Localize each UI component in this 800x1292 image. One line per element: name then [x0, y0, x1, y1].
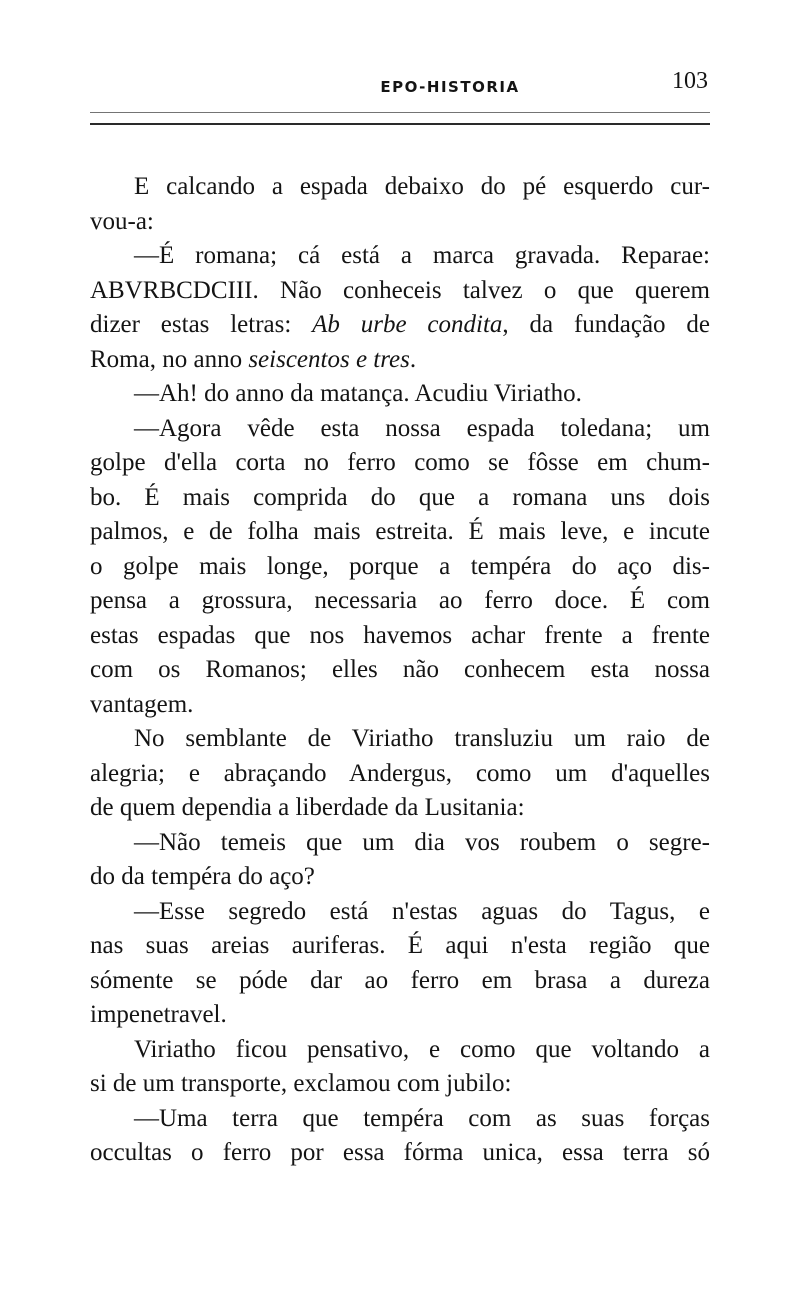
- text-line: —Agora vêde esta nossa espada toledana; um: [134, 414, 710, 442]
- latin-phrase: Ab urbe condita: [312, 311, 503, 338]
- text-line: occultas o ferro por essa fórma unica, essa terra só: [90, 1139, 710, 1166]
- text-line: do da tempéra do aço?: [90, 863, 315, 890]
- text-line: vantagem.: [90, 690, 194, 718]
- text-line: sómente se póde dar ao ferro em brasa a dureza: [90, 966, 710, 994]
- text-line: —Ah! do anno da matança. Acudiu Viriatho.: [134, 380, 582, 407]
- text-line: —Esse segredo está n'estas aguas do Tagus, e: [134, 897, 710, 925]
- text-line: estas espadas que nos havemos achar frente a frente: [90, 621, 710, 649]
- text-line: —É romana; cá está a marca gravada. Reparae:: [134, 242, 710, 269]
- text-line: de quem dependia a liberdade da Lusitania:: [90, 794, 525, 821]
- text-line: palmos, e de folha mais estreita. É mais leve, e incute: [90, 518, 710, 545]
- text-line: [90, 308, 710, 343]
- header-rule-thin: [90, 112, 710, 113]
- text-line: Viriatho ficou pensativo, e como que voltando a: [134, 1035, 710, 1063]
- body-text: [90, 170, 710, 1171]
- text-segment: .: [409, 345, 417, 373]
- text-segment: Roma, no anno: [90, 345, 249, 373]
- text-line: nas suas areias auriferas. É aqui n'esta região que: [90, 932, 710, 959]
- text-line: —Uma terra que tempéra com as suas forças: [134, 1104, 710, 1132]
- running-head: EPO-HISTORIA: [380, 78, 520, 96]
- text-line: o golpe mais longe, porque a tempéra do aço dis-: [90, 552, 710, 580]
- text-line: alegria; e abraçando Andergus, como um d'aquelles: [90, 759, 710, 787]
- italic-phrase: seiscentos e tres: [248, 345, 410, 373]
- text-segment: , da fundação de: [502, 311, 710, 338]
- text-segment: dizer estas letras:: [90, 311, 313, 338]
- text-line: ABVRBCDCIII. Não conheceis talvez o que querem: [90, 276, 710, 304]
- text-line: bo. É mais comprida do que a romana uns dois: [90, 483, 710, 511]
- text-line: vou-a:: [90, 207, 154, 235]
- text-line: E calcando a espada debaixo do pé esquerdo cur-: [134, 173, 710, 200]
- text-line: si de um transporte, exclamou com jubilo:: [90, 1070, 512, 1097]
- text-line: impenetravel.: [90, 1001, 227, 1028]
- header-rule-thick: [90, 123, 710, 125]
- text-line: golpe d'ella corta no ferro como se fôsse em chum-: [90, 449, 710, 476]
- page-number: 103: [672, 68, 708, 94]
- text-line: No semblante de Viriatho transluziu um raio de: [134, 725, 710, 752]
- text-line: com os Romanos; elles não conhecem esta nossa: [90, 656, 710, 683]
- text-line: [90, 343, 710, 378]
- page-header: [90, 62, 710, 102]
- text-line: pensa a grossura, necessaria ao ferro doce. É com: [90, 587, 710, 614]
- text-line: —Não temeis que um dia vos roubem o segre-: [134, 828, 710, 856]
